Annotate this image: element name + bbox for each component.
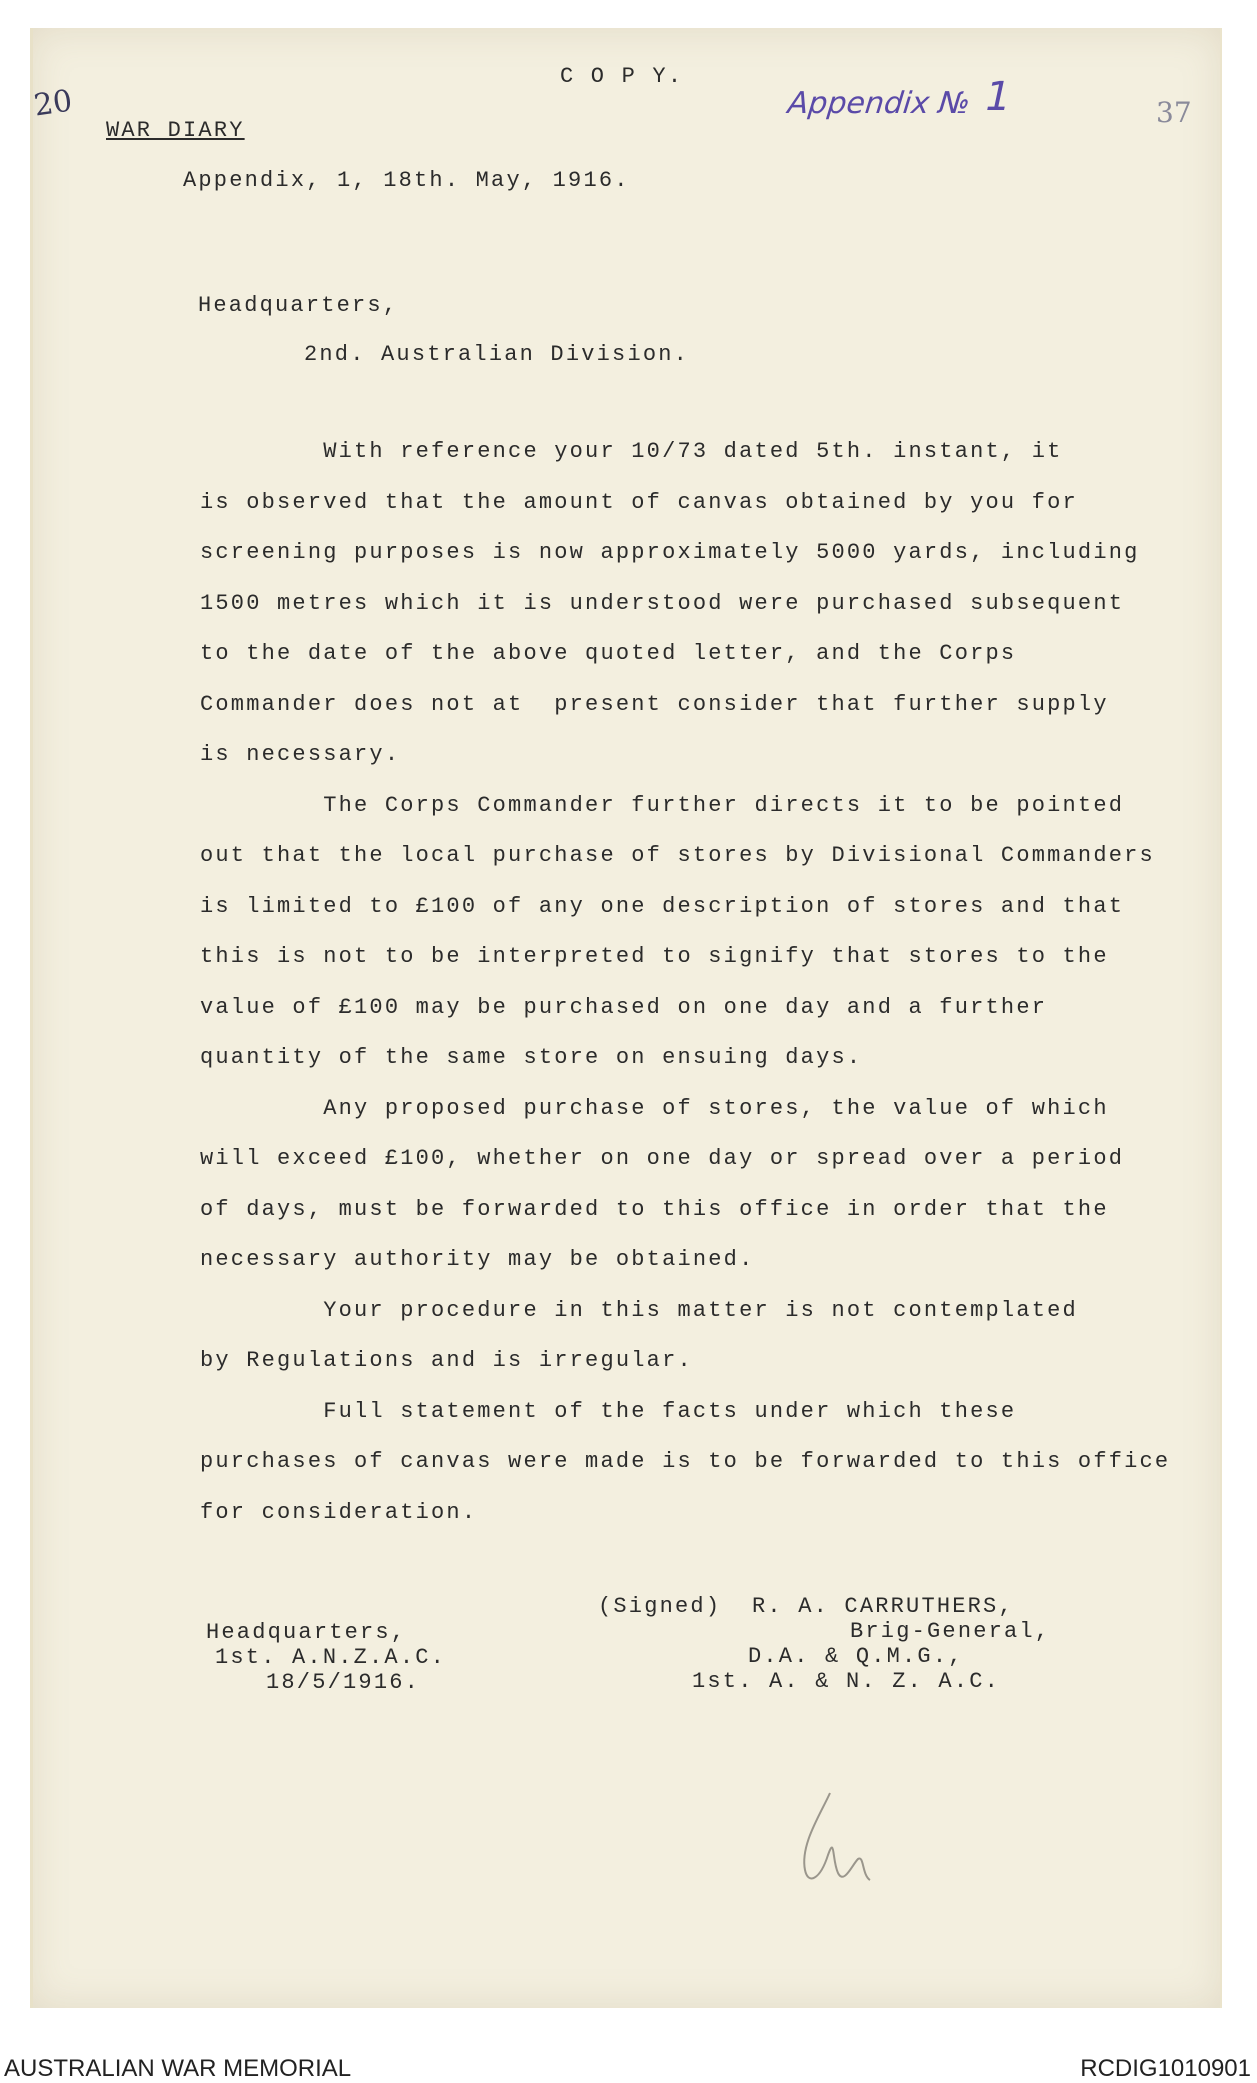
body-line: will exceed £100, whether on one day or spread over a period xyxy=(200,1146,1125,1171)
body-line: by Regulations and is irregular. xyxy=(200,1348,693,1373)
signature-line-2: Brig-General, xyxy=(850,1619,1051,1644)
body-line: to the date of the above quoted letter, and the Corps xyxy=(200,641,1017,666)
body-line: is necessary. xyxy=(200,742,401,767)
handwritten-folio-number: 20 xyxy=(31,83,75,124)
body-line: is limited to £100 of any one description of stores and that xyxy=(200,893,1125,919)
body-line: Any proposed purchase of stores, the value of which xyxy=(200,1095,1109,1121)
body-line: is observed that the amount of canvas obtained by you for xyxy=(200,489,1078,515)
body-line: Your procedure in this matter is not contemplated xyxy=(200,1297,1078,1323)
copy-heading: C O P Y. xyxy=(560,64,684,89)
signature-line-1: (Signed) R. A. CARRUTHERS, xyxy=(598,1594,1014,1619)
body-line: Commander does not at present consider that further supply xyxy=(200,691,1109,717)
body-line: value of £100 may be purchased on one day and a further xyxy=(200,994,1048,1020)
letter-body xyxy=(200,427,1180,1538)
body-line: With reference your 10/73 dated 5th. instant, it xyxy=(200,439,1063,464)
addressee-line-1: Headquarters, xyxy=(198,293,399,318)
body-line: necessary authority may be obtained. xyxy=(200,1247,755,1272)
signature-line-4: 1st. A. & N. Z. A.C. xyxy=(692,1669,1001,1694)
addressee-line-2: 2nd. Australian Division. xyxy=(304,342,690,367)
body-line: 1500 metres which it is understood were purchased subsequent xyxy=(200,590,1125,616)
page-number: 37 xyxy=(1156,96,1192,129)
body-line: for consideration. xyxy=(200,1499,478,1525)
body-line: out that the local purchase of stores by Divisional Commanders xyxy=(200,843,1155,868)
body-line: of days, must be forwarded to this office in order that the xyxy=(200,1196,1109,1222)
war-diary-heading: WAR DIARY xyxy=(106,118,245,143)
appendix-stamp: Appendix № xyxy=(786,86,972,121)
sender-line-3: 18/5/1916. xyxy=(266,1670,421,1695)
body-line: screening purposes is now approximately 5000 yards, including xyxy=(200,540,1140,565)
body-line: quantity of the same store on ensuing days. xyxy=(200,1045,863,1070)
appendix-stamp-number: 1 xyxy=(980,74,1016,120)
pencil-initials-mark xyxy=(780,1785,900,1895)
sender-line-1: Headquarters, xyxy=(206,1620,407,1645)
footer-record-id: RCDIG1010901 xyxy=(1080,2055,1251,2082)
body-line: The Corps Commander further directs it to be pointed xyxy=(200,792,1125,818)
appendix-date-line: Appendix, 1, 18th. May, 1916. xyxy=(183,168,630,193)
footer-institution: AUSTRALIAN WAR MEMORIAL xyxy=(4,2055,352,2082)
sender-line-2: 1st. A.N.Z.A.C. xyxy=(215,1645,447,1670)
signature-line-3: D.A. & Q.M.G., xyxy=(748,1644,964,1669)
body-line: Full statement of the facts under which these xyxy=(200,1398,1017,1424)
body-line: purchases of canvas were made is to be forwarded to this office xyxy=(200,1449,1171,1474)
body-line: this is not to be interpreted to signify that stores to the xyxy=(200,944,1109,969)
